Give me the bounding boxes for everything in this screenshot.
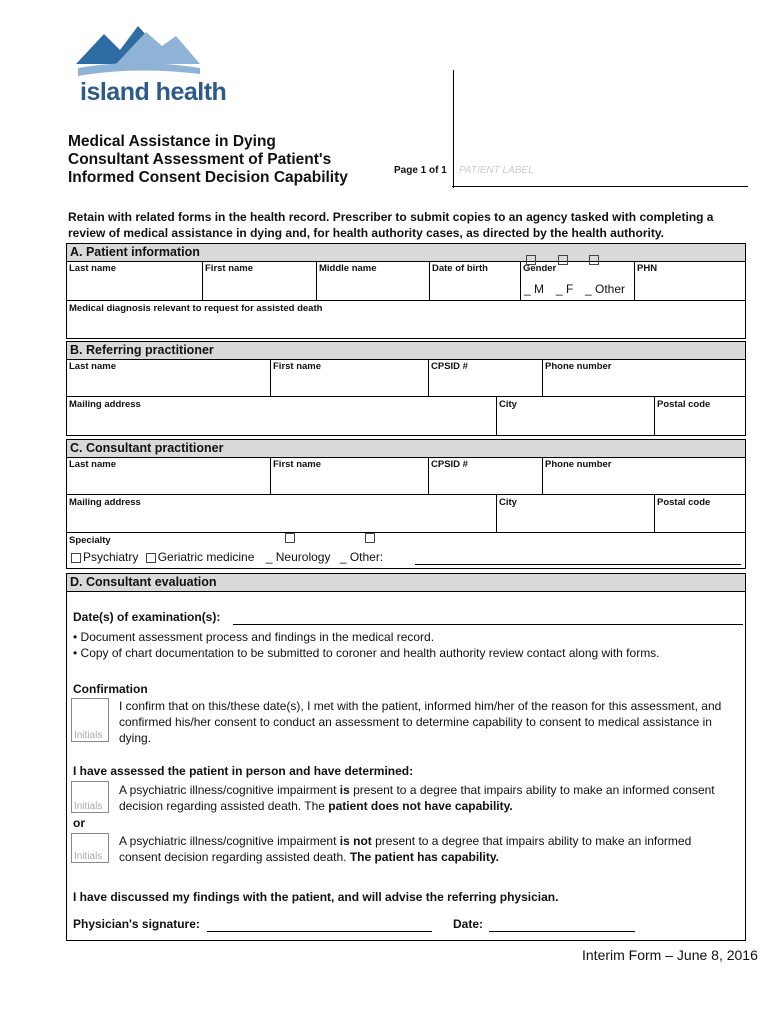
specialty-label: Specialty bbox=[69, 535, 111, 546]
referring-last-name-field[interactable]: Last name bbox=[67, 359, 271, 397]
specialty-options bbox=[71, 550, 383, 564]
referring-address-field[interactable]: Mailing address bbox=[67, 397, 497, 435]
option2-text: A psychiatric illness/cognitive impairment is not present to a degree that impairs ability to make an informed consent decision regarding assisted death. The patient has capability. bbox=[119, 834, 692, 864]
form-title: Medical Assistance in Dying Consultant Assessment of Patient's Informed Consent Decision Capability bbox=[68, 133, 348, 186]
referring-phone-field[interactable]: Phone number bbox=[543, 359, 745, 397]
footer-text: Interim Form – June 8, 2016 bbox=[582, 947, 758, 963]
section-c-title: C. Consultant practitioner bbox=[67, 440, 745, 458]
gender-m-checkbox[interactable] bbox=[526, 255, 536, 265]
discussed-statement: I have discussed my findings with the patient, and will advise the referring physician. bbox=[73, 890, 559, 904]
intro-text: Retain with related forms in the health record. Prescriber to submit copies to an agency tasked with completing a review of medical assistance in dying and, for health authority cases, as directed by the health authority. bbox=[68, 210, 714, 240]
consultant-last-name-field[interactable]: Last name bbox=[67, 457, 271, 495]
option1-initials-box[interactable]: Initials bbox=[71, 781, 109, 813]
patient-phn-field[interactable]: PHN bbox=[635, 261, 746, 301]
section-a bbox=[66, 243, 746, 339]
confirmation-heading: Confirmation bbox=[73, 682, 148, 696]
section-a-title: A. Patient information bbox=[67, 244, 745, 262]
psychiatry-checkbox[interactable] bbox=[71, 553, 81, 563]
psychiatry-option: Psychiatry bbox=[83, 550, 139, 564]
island-health-logo bbox=[76, 22, 206, 82]
consultant-phone-field[interactable]: Phone number bbox=[543, 457, 745, 495]
consultant-city-field[interactable]: City bbox=[497, 495, 655, 533]
diagnosis-field[interactable]: Medical diagnosis relevant to request for assisted death bbox=[69, 303, 323, 314]
instruction-bullet-1: • Document assessment process and findings in the medical record. bbox=[73, 630, 435, 644]
confirmation-text: I confirm that on this/these date(s), I met with the patient, informed him/her of the reason for this assessment, and confirmed his/her consent to conduct an assessment to determine capability to consent to medical assistance in dying. bbox=[119, 699, 722, 745]
patient-label-rule bbox=[452, 186, 748, 187]
patient-first-name-field[interactable]: First name bbox=[203, 261, 317, 301]
consultant-postal-field[interactable]: Postal code bbox=[655, 495, 745, 533]
referring-postal-field[interactable]: Postal code bbox=[657, 399, 711, 410]
neurology-checkbox[interactable] bbox=[285, 533, 295, 543]
patient-dob-field[interactable]: Date of birth bbox=[430, 261, 521, 301]
exam-dates-label: Date(s) of examination(s): bbox=[73, 610, 221, 624]
or-label: or bbox=[73, 816, 85, 830]
gender-other-option: _ Other bbox=[585, 282, 626, 296]
logo-text: island health bbox=[80, 78, 227, 106]
header-divider bbox=[453, 70, 454, 188]
section-d-title: D. Consultant evaluation bbox=[67, 574, 745, 592]
section-c bbox=[66, 439, 746, 569]
confirmation-initials-box[interactable]: Initials bbox=[71, 698, 109, 742]
section-b-title: B. Referring practitioner bbox=[67, 342, 745, 360]
instruction-bullet-2: • Copy of chart documentation to be submitted to coroner and health authority review contact along with forms. bbox=[73, 646, 660, 660]
neurology-option: _ Neurology bbox=[265, 550, 331, 564]
other-specialty-checkbox[interactable] bbox=[365, 533, 375, 543]
consultant-cpsid-field[interactable]: CPSID # bbox=[429, 457, 543, 495]
option1-text: A psychiatric illness/cognitive impairment is present to a degree that impairs ability to make an informed consent decision regarding assisted death. The patient does not have capability. bbox=[119, 783, 715, 813]
gender-f-checkbox[interactable] bbox=[558, 255, 568, 265]
date-label: Date: bbox=[453, 917, 484, 931]
referring-city-field[interactable]: City bbox=[497, 397, 655, 435]
referring-first-name-field[interactable]: First name bbox=[271, 359, 429, 397]
section-d bbox=[66, 573, 746, 941]
consultant-first-name-field[interactable]: First name bbox=[271, 457, 429, 495]
assessment-heading: I have assessed the patient in person and have determined: bbox=[73, 764, 414, 778]
gender-f-option: _ F bbox=[556, 282, 574, 296]
other-option: _ Other: bbox=[339, 550, 384, 564]
patient-gender-field[interactable]: Gender _ M _ F _ Other bbox=[521, 261, 635, 301]
exam-dates-input[interactable] bbox=[233, 610, 743, 625]
gender-m-option: _ M bbox=[524, 282, 545, 296]
geriatric-checkbox[interactable] bbox=[146, 553, 156, 563]
section-b bbox=[66, 341, 746, 436]
patient-last-name-field[interactable]: Last name bbox=[67, 261, 203, 301]
gender-other-checkbox[interactable] bbox=[589, 255, 599, 265]
signature-input[interactable] bbox=[207, 917, 432, 932]
other-specialty-input[interactable] bbox=[415, 550, 741, 565]
option2-initials-box[interactable]: Initials bbox=[71, 833, 109, 863]
patient-label-placeholder: PATIENT LABEL bbox=[459, 165, 534, 176]
geriatric-option: Geriatric medicine bbox=[157, 550, 255, 564]
patient-middle-name-field[interactable]: Middle name bbox=[317, 261, 430, 301]
date-input[interactable] bbox=[489, 917, 635, 932]
referring-cpsid-field[interactable]: CPSID # bbox=[429, 359, 543, 397]
consultant-address-field[interactable]: Mailing address bbox=[67, 495, 497, 533]
signature-label: Physician's signature: bbox=[73, 917, 200, 931]
page-number: Page 1 of 1 bbox=[394, 165, 447, 176]
